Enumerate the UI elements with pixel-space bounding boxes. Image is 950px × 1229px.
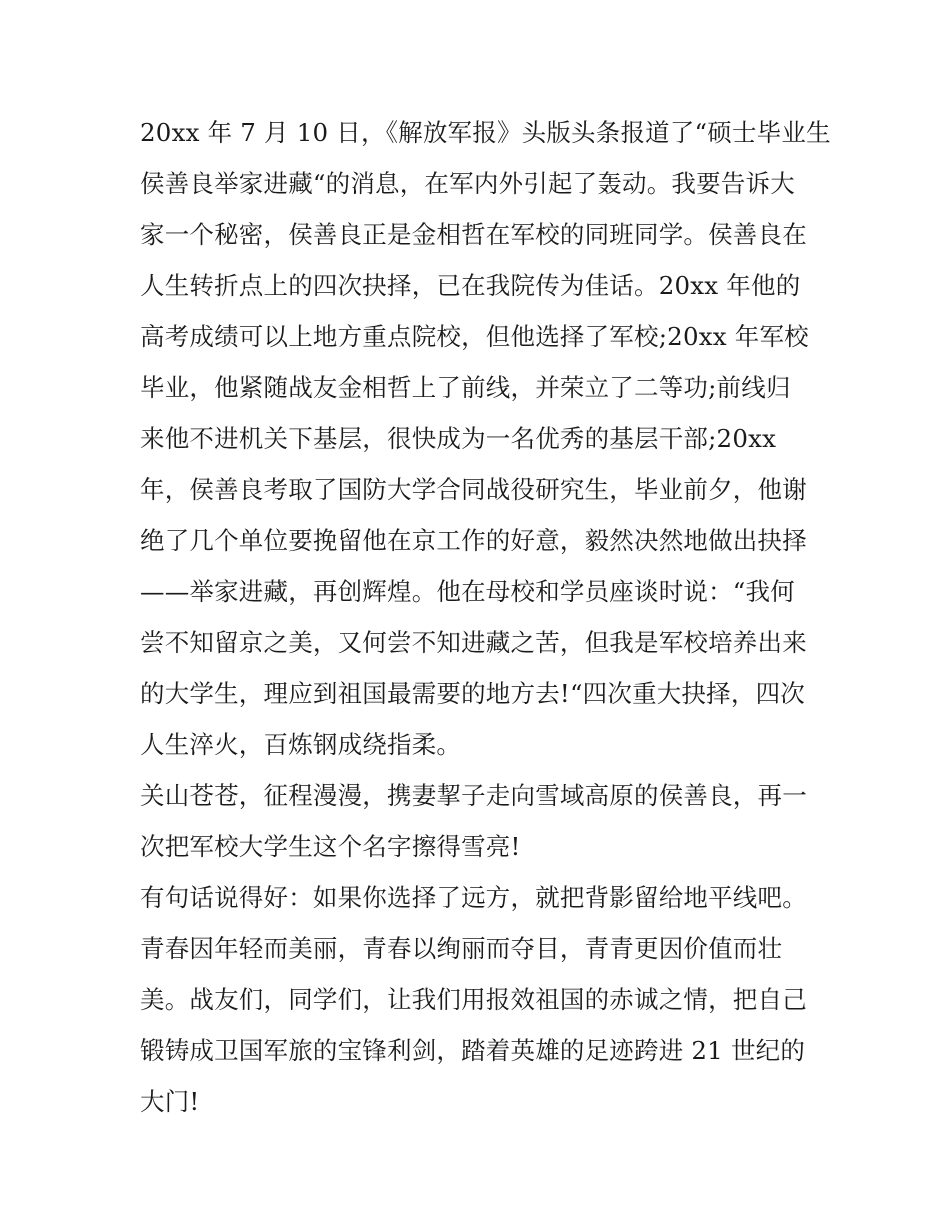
- text-line: 家一个秘密，侯善良正是金相哲在军校的同班同学。侯善良在: [140, 220, 807, 249]
- text-line: 20xx 年 7 月 10 日，《解放军报》头版头条报道了“硕士毕业生: [140, 118, 831, 147]
- text-line: 尝不知留京之美，又何尝不知进藏之苦，但我是军校培养出来: [140, 628, 807, 657]
- text-line: 侯善良举家进藏“的消息，在军内外引起了轰动。我要告诉大: [140, 169, 795, 198]
- body-text: [140, 107, 830, 1127]
- text-line: 人生淬火，百炼钢成绕指柔。: [140, 730, 462, 759]
- text-line: 的大学生，理应到祖国最需要的地方去!“四次重大抉择，四次: [140, 679, 805, 708]
- text-line: 来他不进机关下基层，很快成为一名优秀的基层干部;20xx: [140, 424, 777, 453]
- text-line: 高考成绩可以上地方重点院校，但他选择了军校;20xx 年军校: [140, 322, 809, 351]
- text-line: 毕业，他紧随战友金相哲上了前线，并荣立了二等功;前线归: [140, 373, 791, 402]
- text-line: 关山苍苍，征程漫漫，携妻挈子走向雪域高原的侯善良，再一: [140, 781, 807, 810]
- text-line: 锻铸成卫国军旅的宝锋利剑，踏着英雄的足迹跨进 21 世纪的: [140, 1036, 806, 1065]
- text-line: 次把军校大学生这个名字擦得雪亮!: [140, 832, 521, 861]
- text-line: ——举家进藏，再创辉煌。他在母校和学员座谈时说：“我何: [140, 577, 795, 606]
- text-line: 绝了几个单位要挽留他在京工作的好意，毅然决然地做出抉择: [140, 526, 807, 555]
- text-line: 美。战友们，同学们，让我们用报效祖国的赤诚之情，把自己: [140, 985, 807, 1014]
- text-line: 青春因年轻而美丽，青春以绚丽而夺目，青青更因价值而壮: [140, 934, 783, 963]
- text-line: 人生转折点上的四次抉择，已在我院传为佳话。20xx 年他的: [140, 271, 801, 300]
- text-line: 有句话说得好：如果你选择了远方，就把背影留给地平线吧。: [140, 883, 807, 912]
- text-line: 年，侯善良考取了国防大学合同战役研究生，毕业前夕，他谢: [140, 475, 807, 504]
- text-line: 大门!: [140, 1087, 200, 1116]
